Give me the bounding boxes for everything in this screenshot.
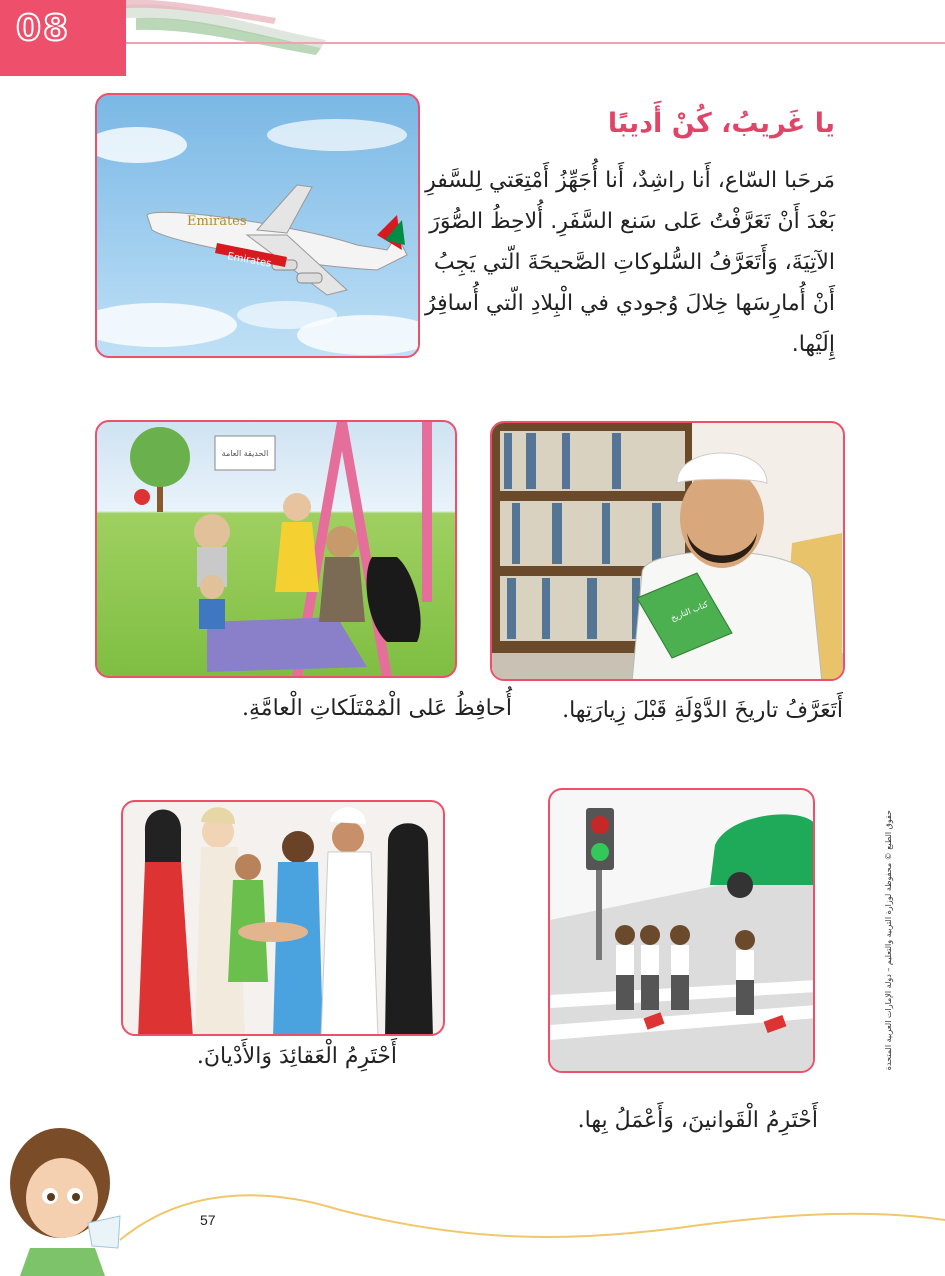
lesson-intro: مَرحَبا السّاع، أَنا راشِدٌ، أَنا أُجَهِّزُ أَمْتِعَتي لِلسَّفرِ بَعْدَ أَنْ تَعَرَّفْتُ عَلى سَنع السَّفَرِ. أُلاحِظُ الصُّوَرَ الآتِيَةَ، وَأَتَعَرَّفُ السُّلوكاتِ الصَّحيحَةَ الّتي يَجِبُ أَنْ أُمارِسَها خِلالَ وُجودي في الْبِلادِ الّتي أُسافِرُ إِلَيْها.	[425, 168, 835, 357]
unit-number: 08	[16, 8, 71, 49]
caption-public-property: أُحافِظُ عَلى الْمُمْتَلَكاتِ الْعامَّةِ.	[242, 696, 512, 721]
header-line	[126, 42, 945, 44]
page-number: 57	[200, 1212, 216, 1228]
svg-text:Emirates: Emirates	[226, 251, 273, 270]
copyright-notice: حقوق الطبع © محفوظة لوزارة التربية والتعليم – دولة الإمارات العربية المتحدة	[884, 810, 893, 1071]
caption-respect-beliefs: أَحْتَرِمُ الْعَقائِدَ وَالأَدْيانَ.	[196, 1044, 397, 1069]
traffic-illustration	[548, 788, 815, 1073]
flag-ribbon-decoration	[126, 0, 336, 60]
caption-respect-laws: أَحْتَرِمُ الْقَوانينَ، وَأَعْمَلُ بِها.	[577, 1108, 818, 1133]
caption-country-history: أَتَعَرَّفُ تاريخَ الدَّوْلَةِ قَبْلَ زِيارَتِها.	[562, 698, 843, 723]
unit-badge	[0, 0, 126, 76]
park-sign: الحديقة العامة	[221, 449, 269, 458]
footer-wave-decoration	[0, 1130, 945, 1276]
park-illustration	[95, 420, 457, 678]
tolerance-illustration	[121, 800, 445, 1036]
book-title: كتاب التاريخ	[669, 599, 710, 623]
girl-mascot	[0, 1118, 140, 1276]
airplane-livery: Emirates	[187, 214, 247, 229]
reading-illustration	[490, 421, 845, 681]
lesson-title: يا غَريبُ، كُنْ أَديبًا	[607, 108, 835, 139]
airplane-illustration	[95, 93, 420, 358]
